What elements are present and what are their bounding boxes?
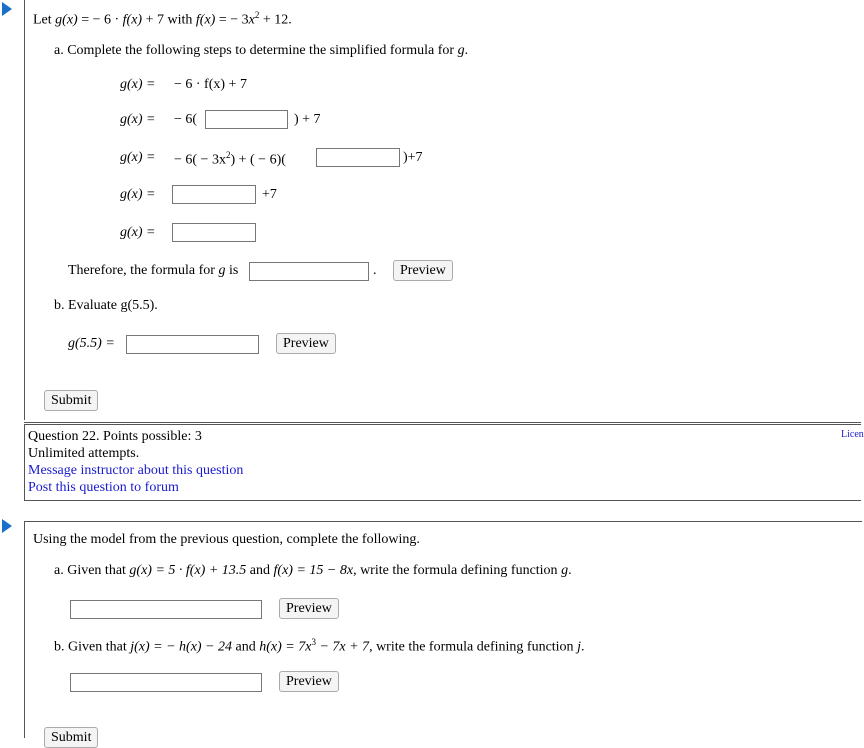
question-22-container (24, 521, 862, 738)
q22-part-a-input[interactable] (70, 600, 262, 619)
g55-input[interactable] (126, 335, 259, 354)
question-22-points: Question 22. Points possible: 3 (28, 429, 202, 444)
step2-post: ) + 7 (294, 112, 321, 127)
step1-lhs: g(x) = (120, 77, 156, 92)
q22-part-b-input[interactable] (70, 673, 262, 692)
question-collapse-arrow-icon[interactable] (2, 2, 12, 16)
question-22-collapse-arrow-icon[interactable] (2, 519, 12, 533)
q22-part-b-prompt: b. Given that j(x) = − h(x) − 24 and $h(x) = 7x^3 - 7x + 7$, write the formula defining function j. (54, 637, 585, 655)
step5-lhs: g(x) = (120, 225, 156, 240)
part-b-prompt: b. Evaluate g(5.5). (54, 298, 158, 313)
therefore-label: Therefore, the formula for g is (68, 263, 239, 278)
step2-lhs: g(x) = (120, 112, 156, 127)
part-b-lhs: g(5.5) = (68, 336, 115, 351)
part-a-prompt: a. Complete the following steps to determine the simplified formula for g. (54, 43, 469, 58)
step2-pre: − 6( (174, 112, 198, 127)
license-link[interactable]: Licen (841, 429, 864, 440)
step1-rhs: − 6 · f(x) + 7 (174, 77, 247, 92)
step4-lhs: g(x) = (120, 187, 156, 202)
step4-post: +7 (262, 187, 277, 202)
therefore-period: . (373, 263, 377, 278)
question-21-container (24, 0, 25, 420)
step3-pre: − $6( - 3x^2)$ + ( − 6)( (174, 150, 286, 168)
step3-post: )+7 (403, 150, 423, 165)
formula-input[interactable] (249, 262, 369, 281)
submit-button-q21[interactable]: Submit (44, 390, 98, 411)
step3-lhs: g(x) = (120, 150, 156, 165)
preview-button-g55[interactable]: Preview (276, 333, 336, 354)
step4-input[interactable] (172, 185, 256, 204)
step3-input[interactable] (316, 148, 400, 167)
preview-button-formula[interactable]: Preview (393, 260, 453, 281)
question-22-attempts: Unlimited attempts. (28, 446, 140, 461)
question-21-intro: Let g(x) = − 6 · f(x) + 7 with f(x) = − $3x^2 + 12$. (33, 10, 292, 28)
message-instructor-link[interactable]: Message instructor about this question (28, 463, 244, 478)
preview-button-q22-a[interactable]: Preview (279, 598, 339, 619)
submit-button-q22[interactable]: Submit (44, 727, 98, 748)
step2-input[interactable] (205, 110, 288, 129)
q22-part-a-prompt: a. Given that g(x) = 5 · f(x) + 13.5 and f(x) = 15 − 8x, write the formula defining function g. (54, 563, 572, 578)
question-22-meta-topline (24, 422, 861, 423)
post-to-forum-link[interactable]: Post this question to forum (28, 480, 179, 495)
step5-input[interactable] (172, 223, 256, 242)
preview-button-q22-b[interactable]: Preview (279, 671, 339, 692)
question-22-intro: Using the model from the previous question, complete the following. (33, 532, 420, 547)
